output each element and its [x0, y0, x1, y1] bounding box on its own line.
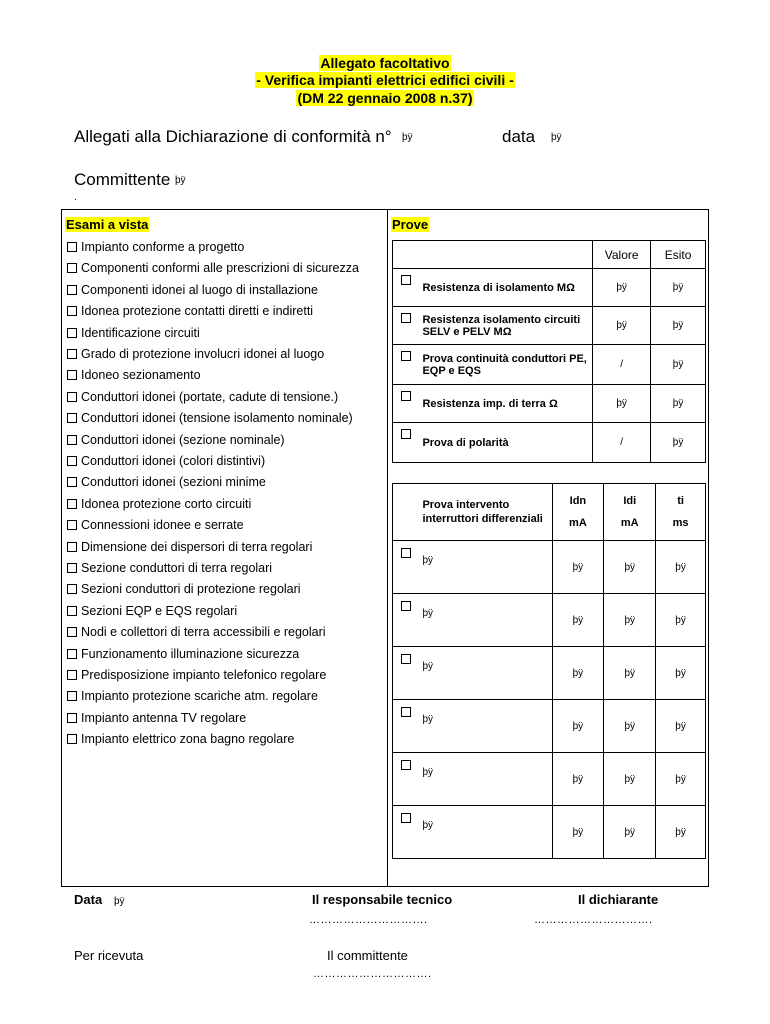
esami-item-label: Componenti conformi alle prescrizioni di sicurezza	[81, 261, 359, 276]
prove-row	[393, 385, 706, 423]
esami-item[interactable]	[67, 454, 265, 468]
esami-item[interactable]	[67, 540, 312, 554]
prove-valore[interactable]: þÿ	[593, 269, 651, 307]
checkbox[interactable]	[401, 760, 411, 770]
col-ti: ti ms	[656, 484, 706, 541]
prove-row	[393, 345, 706, 385]
checkbox[interactable]	[401, 313, 411, 323]
differenziali-id[interactable]: þÿ	[418, 647, 552, 700]
esami-item[interactable]	[67, 240, 244, 254]
differenziali-row	[393, 753, 706, 806]
esami-item[interactable]	[67, 411, 353, 425]
checkbox[interactable]	[67, 263, 77, 273]
checkbox[interactable]	[67, 542, 77, 552]
declaration-label: Allegati alla Dichiarazione di conformità n°	[74, 127, 392, 146]
prove-title: Prove	[392, 217, 429, 232]
checkbox[interactable]	[401, 813, 411, 823]
col-idn: Idn mA	[552, 484, 604, 541]
checkbox[interactable]	[401, 707, 411, 717]
checkbox[interactable]	[67, 456, 77, 466]
differenziali-title: Prova intervento interruttori differenziali	[418, 484, 552, 541]
checkbox[interactable]	[401, 429, 411, 439]
prove-label: Prova continuità conduttori PE, EQP e EQS	[418, 345, 592, 385]
checkbox[interactable]	[67, 584, 77, 594]
checkbox[interactable]	[401, 351, 411, 361]
header-line-3: (DM 22 gennaio 2008 n.37)	[297, 90, 473, 106]
differenziali-row	[393, 700, 706, 753]
col-valore: Valore	[593, 241, 651, 269]
esami-item-label: Dimensione dei dispersori di terra regolari	[81, 539, 313, 554]
prove-valore[interactable]: þÿ	[593, 307, 651, 345]
checkbox[interactable]	[401, 654, 411, 664]
differenziali-row	[393, 806, 706, 859]
differenziali-id[interactable]: þÿ	[418, 700, 552, 753]
esami-item-label: Idoneo sezionamento	[81, 368, 201, 383]
prove-row	[393, 307, 706, 345]
differenziali-idn[interactable]: þÿ	[552, 647, 604, 700]
prove-row	[393, 269, 706, 307]
esami-item[interactable]	[67, 561, 272, 575]
date-label: data	[502, 127, 536, 146]
differenziali-idn[interactable]: þÿ	[552, 806, 604, 859]
esami-item[interactable]	[67, 433, 285, 447]
esami-item[interactable]	[67, 732, 294, 746]
esami-item-label: Impianto antenna TV regolare	[81, 710, 247, 725]
footer-data-field[interactable]: þÿ	[114, 896, 125, 907]
col-idi: Idi mA	[604, 484, 656, 541]
esami-item-label: Sezione conduttori di terra regolari	[81, 561, 273, 575]
prove-valore[interactable]: /	[593, 423, 651, 463]
checkbox[interactable]	[67, 477, 77, 487]
prove-label: Resistenza di isolamento MΩ	[418, 269, 592, 307]
checkbox[interactable]	[401, 601, 411, 611]
client-field[interactable]: þÿ	[175, 175, 186, 186]
differenziali-ti[interactable]: þÿ	[656, 753, 706, 806]
differenziali-idn[interactable]: þÿ	[552, 594, 604, 647]
checkbox[interactable]	[67, 413, 77, 423]
esami-item-label: Nodi e collettori di terra accessibili e regolari	[81, 625, 326, 640]
differenziali-idi[interactable]: þÿ	[604, 647, 656, 700]
prove-esito[interactable]: þÿ	[651, 423, 706, 463]
esami-item[interactable]	[67, 711, 246, 725]
esami-item[interactable]	[67, 689, 318, 703]
header-line-1: Allegato facoltativo	[320, 55, 450, 71]
responsabile-signature-line[interactable]: ………………………….	[309, 914, 428, 926]
committente-signature-line[interactable]: ………………………….	[313, 968, 432, 980]
esami-item-label: Conduttori idonei (portate, cadute di tensione.)	[81, 389, 339, 404]
checkbox[interactable]	[67, 499, 77, 509]
checkbox[interactable]	[67, 713, 77, 723]
prove-valore[interactable]: þÿ	[593, 385, 651, 423]
differenziali-ti[interactable]: þÿ	[656, 541, 706, 594]
esami-title: Esami a vista	[66, 217, 149, 232]
differenziali-id[interactable]: þÿ	[418, 594, 552, 647]
differenziali-idn[interactable]: þÿ	[552, 700, 604, 753]
dichiarante-label: Il dichiarante	[578, 892, 659, 907]
prove-esito[interactable]: þÿ	[651, 307, 706, 345]
esami-item[interactable]	[67, 582, 301, 596]
col-esito: Esito	[651, 241, 706, 269]
checkbox[interactable]	[67, 691, 77, 701]
esami-item[interactable]	[67, 304, 313, 318]
esami-item[interactable]	[67, 668, 326, 682]
esami-item-label: Sezioni conduttori di protezione regolari	[81, 582, 301, 597]
differenziali-row	[393, 647, 706, 700]
esami-item-label: Conduttori idonei (sezioni minime	[81, 475, 266, 490]
esami-item-label: Predisposizione impianto telefonico regolare	[81, 668, 327, 682]
prove-esito[interactable]: þÿ	[651, 269, 706, 307]
esami-item-label: Grado di protezione involucri idonei al luogo	[81, 347, 325, 361]
checkbox[interactable]	[401, 391, 411, 401]
esami-item-label: Impianto protezione scariche atm. regolare	[81, 689, 318, 704]
prove-esito[interactable]: þÿ	[651, 345, 706, 385]
prove-label: Resistenza imp. di terra Ω	[418, 385, 592, 423]
committente-label: Il committente	[327, 948, 408, 963]
differenziali-ti[interactable]: þÿ	[656, 700, 706, 753]
differenziali-id[interactable]: þÿ	[418, 541, 552, 594]
prove-label: Resistenza isolamento circuiti SELV e PELV MΩ	[418, 307, 592, 345]
checkbox[interactable]	[67, 392, 77, 402]
per-ricevuta-label: Per ricevuta	[74, 948, 144, 963]
esami-item[interactable]	[67, 497, 251, 511]
esami-item[interactable]	[67, 347, 324, 361]
esami-item-label: Conduttori idonei (tensione isolamento nominale)	[81, 411, 353, 426]
prove-valore[interactable]: /	[593, 345, 651, 385]
client-dot: .	[74, 192, 77, 203]
esami-item[interactable]	[67, 475, 266, 489]
checkbox[interactable]	[67, 627, 77, 637]
differenziali-idi[interactable]: þÿ	[604, 700, 656, 753]
checkbox[interactable]	[67, 370, 77, 380]
esami-item-label: Identificazione circuiti	[81, 325, 200, 340]
differenziali-idn[interactable]: þÿ	[552, 753, 604, 806]
differenziali-idn[interactable]: þÿ	[552, 541, 604, 594]
checkbox[interactable]	[67, 520, 77, 530]
esami-item-label: Idonea protezione contatti diretti e indiretti	[81, 304, 314, 319]
checkbox[interactable]	[67, 734, 77, 744]
esami-item-label: Funzionamento illuminazione sicurezza	[81, 646, 300, 661]
esami-item-label: Sezioni EQP e EQS regolari	[81, 603, 238, 618]
declaration-number-field[interactable]: þÿ	[402, 132, 413, 143]
checkbox[interactable]	[67, 306, 77, 316]
esami-item[interactable]	[67, 261, 359, 275]
differenziali-id[interactable]: þÿ	[418, 806, 552, 859]
responsabile-label: Il responsabile tecnico	[312, 892, 453, 907]
prove-row	[393, 423, 706, 463]
esami-item-label: Connessioni idonee e serrate	[81, 518, 244, 533]
checkbox[interactable]	[67, 285, 77, 295]
column-divider	[387, 209, 388, 887]
checkbox[interactable]	[401, 548, 411, 558]
checkbox[interactable]	[67, 242, 77, 252]
date-field[interactable]: þÿ	[551, 132, 562, 143]
checkbox[interactable]	[67, 670, 77, 680]
checkbox[interactable]	[67, 349, 77, 359]
differenziali-ti[interactable]: þÿ	[656, 594, 706, 647]
checkbox[interactable]	[67, 606, 77, 616]
esami-item-label: Idonea protezione corto circuiti	[81, 496, 252, 511]
differenziali-idi[interactable]: þÿ	[604, 594, 656, 647]
header-line-2: - Verifica impianti elettrici edifici civili -	[256, 72, 514, 88]
esami-item[interactable]	[67, 283, 318, 297]
differenziali-table	[392, 483, 706, 859]
esami-item-label: Impianto conforme a progetto	[81, 240, 245, 254]
client-label: Committente	[74, 170, 171, 189]
differenziali-ti[interactable]: þÿ	[656, 647, 706, 700]
prove-label: Prova di polarità	[418, 423, 592, 463]
esami-item[interactable]	[67, 518, 244, 532]
prove-table	[392, 240, 706, 463]
esami-item-label: Conduttori idonei (colori distintivi)	[81, 454, 266, 468]
dichiarante-signature-line[interactable]: ………………………….	[534, 914, 653, 926]
footer-data-label: Data	[74, 892, 103, 907]
differenziali-id[interactable]: þÿ	[418, 753, 552, 806]
differenziali-idi[interactable]: þÿ	[604, 541, 656, 594]
esami-item[interactable]	[67, 625, 326, 639]
differenziali-ti[interactable]: þÿ	[656, 806, 706, 859]
differenziali-row	[393, 541, 706, 594]
esami-item[interactable]	[67, 390, 338, 404]
esami-item[interactable]	[67, 326, 200, 340]
checkbox[interactable]	[401, 275, 411, 285]
esami-item[interactable]	[67, 647, 299, 661]
differenziali-idi[interactable]: þÿ	[604, 806, 656, 859]
esami-item-label: Impianto elettrico zona bagno regolare	[81, 732, 295, 747]
esami-item[interactable]	[67, 604, 237, 618]
esami-item-label: Componenti idonei al luogo di installazione	[81, 282, 318, 297]
checkbox[interactable]	[67, 328, 77, 338]
checkbox[interactable]	[67, 435, 77, 445]
checkbox[interactable]	[67, 563, 77, 573]
esami-item[interactable]	[67, 368, 201, 382]
differenziali-idi[interactable]: þÿ	[604, 753, 656, 806]
prove-esito[interactable]: þÿ	[651, 385, 706, 423]
differenziali-row	[393, 594, 706, 647]
checkbox[interactable]	[67, 649, 77, 659]
esami-item-label: Conduttori idonei (sezione nominale)	[81, 432, 285, 447]
